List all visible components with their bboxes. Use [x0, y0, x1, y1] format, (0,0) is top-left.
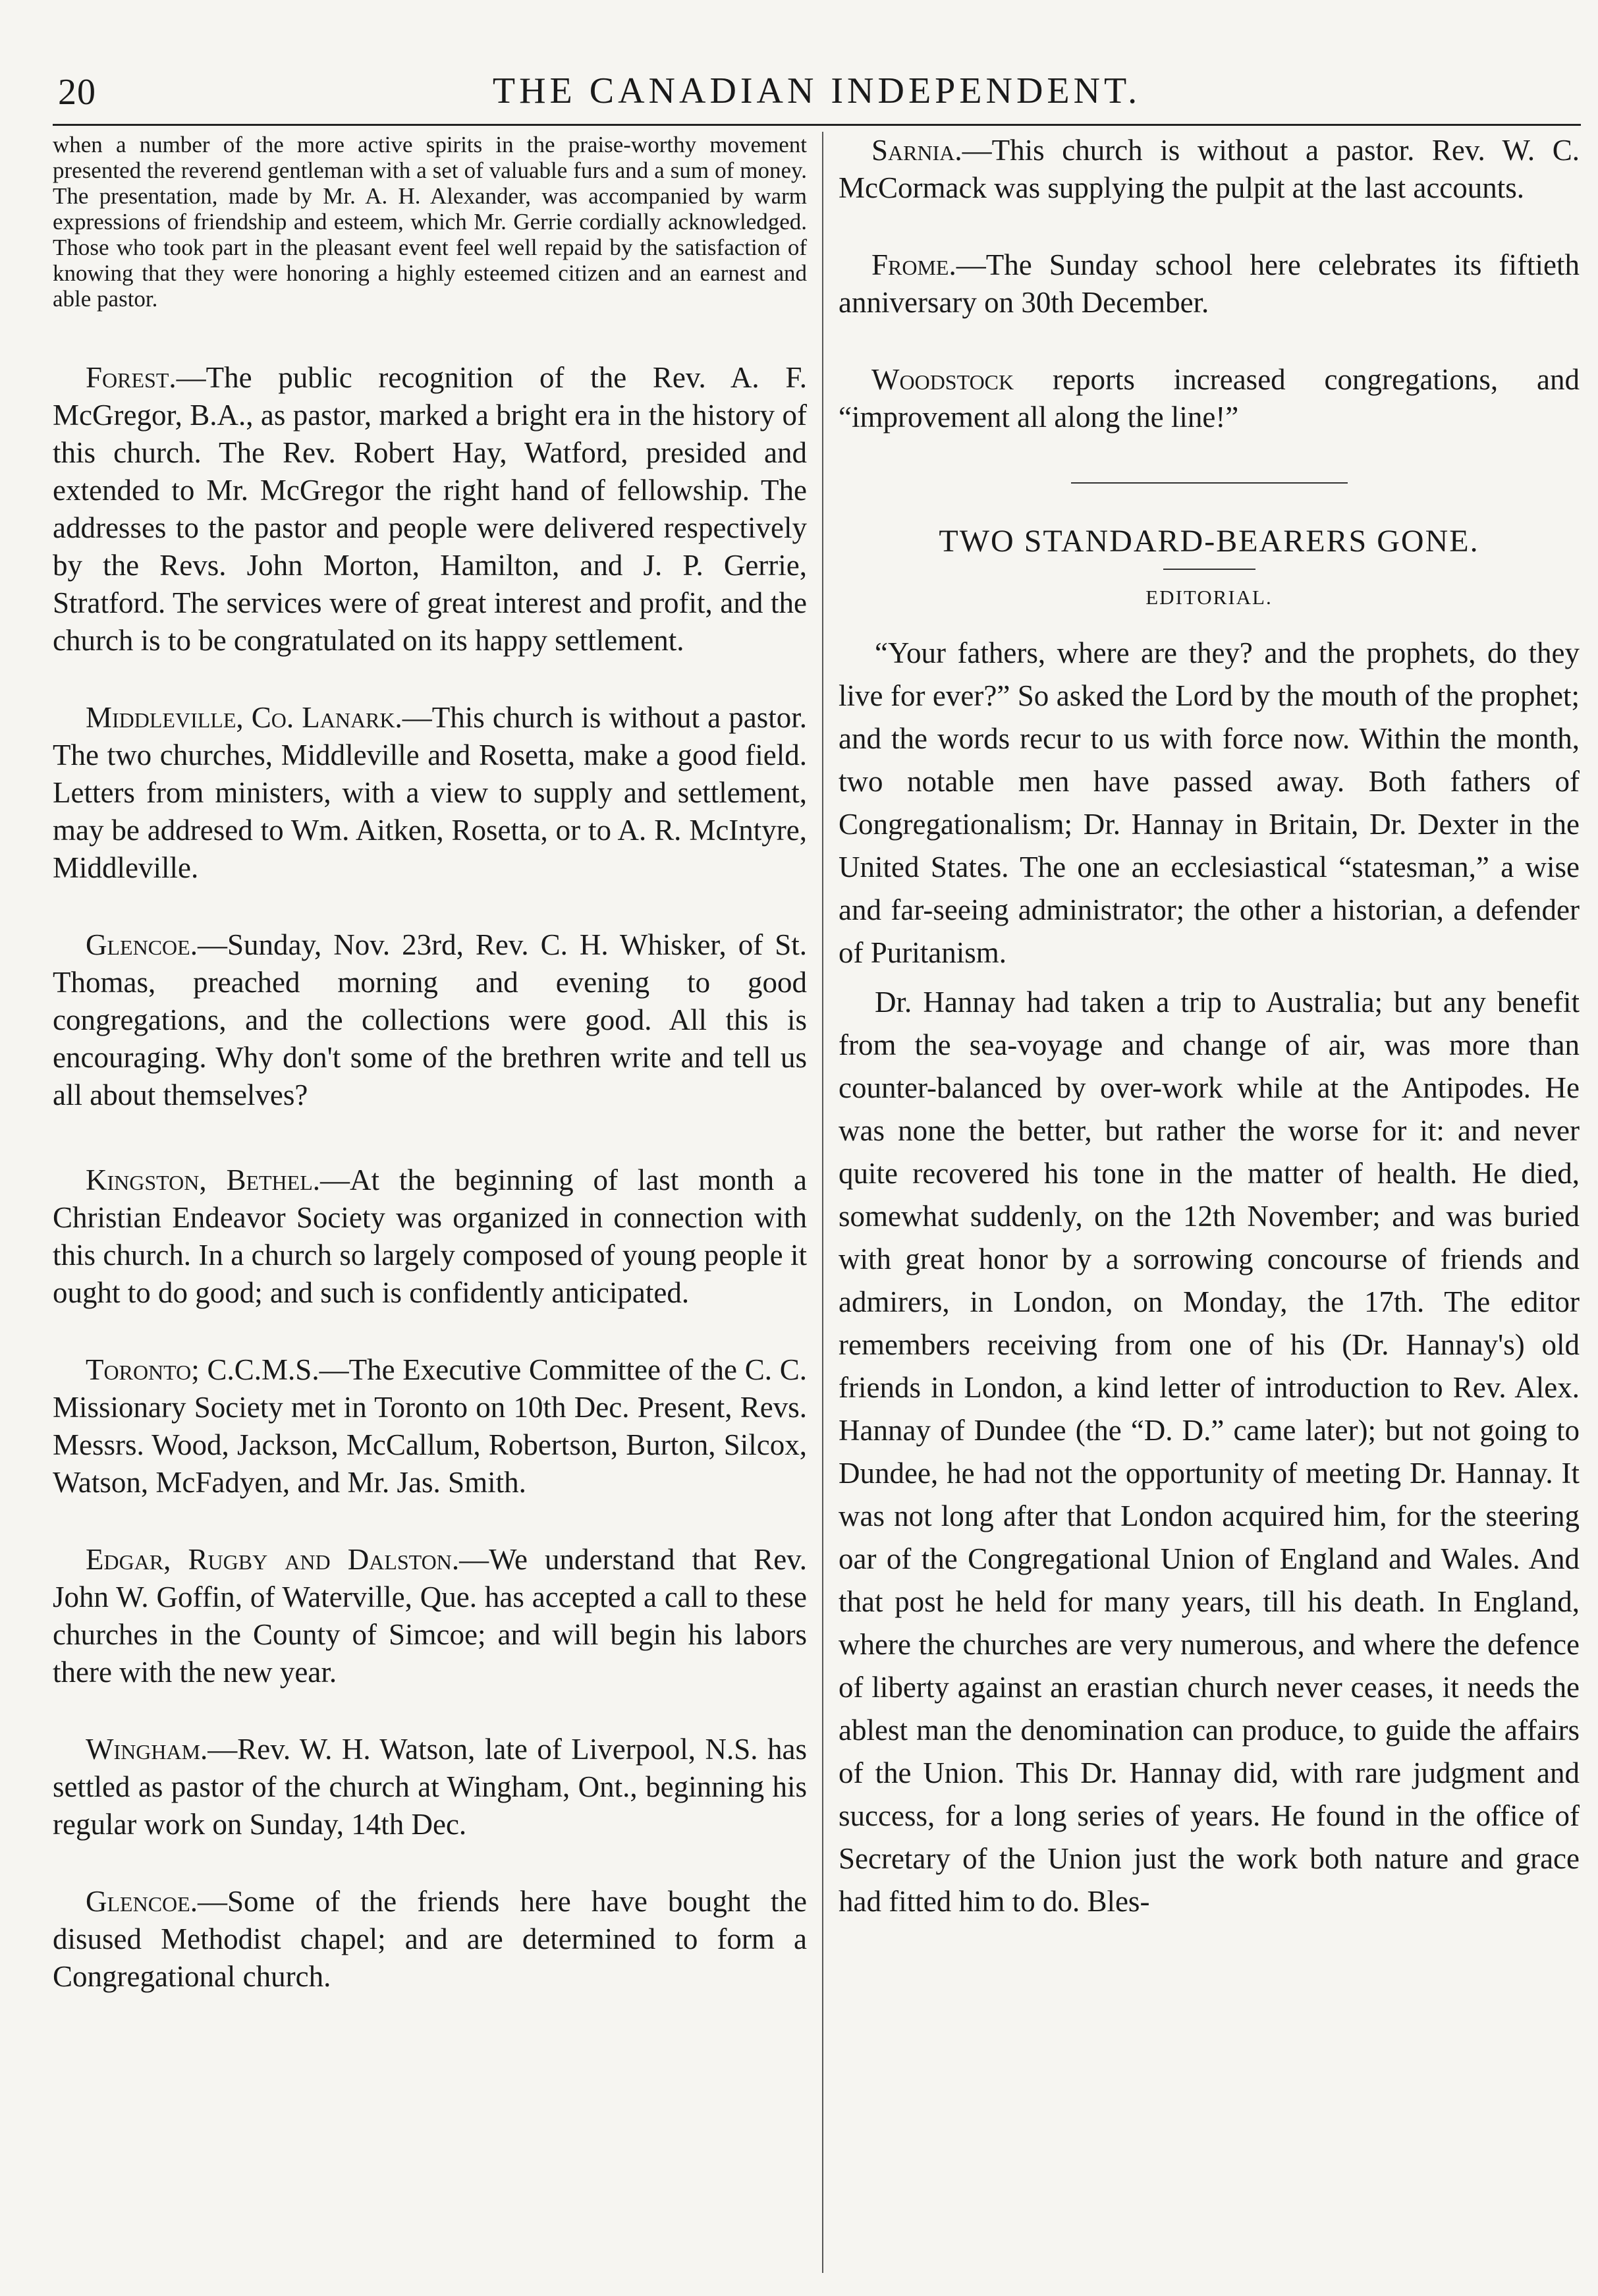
item-text: —The Sunday school here celebrates its fiftieth anniversary on 30th December. [839, 248, 1580, 319]
news-item [53, 926, 807, 1114]
item-place: Woodstock [871, 363, 1014, 396]
item-place: Sarnia. [871, 134, 962, 167]
page-header [53, 59, 1581, 122]
left-column [53, 132, 807, 1996]
item-place: Toronto; C.C.M.S. [86, 1353, 319, 1386]
continued-paragraph: when a number of the more active spirits in the praise-worthy movement presented the reverend gentleman with a set of valuable furs and a sum of money. The presentation, made by Mr. A. H. Alexander, was accompanied by warm expressions of friendship and esteem, which Mr. Gerrie cordially acknowledged. Those who took part in the pleasant event feel well repaid by the satisfaction of knowing that they were honoring a highly esteemed citizen and an earnest and able pastor. [53, 132, 807, 312]
item-text: —Rev. W. H. Watson, late of Liverpool, N.S. has settled as pastor of the church at Wingham, Ont., beginning his regular work on Sunday, 14th Dec. [53, 1733, 807, 1841]
header-rule [53, 124, 1581, 126]
item-place: Forest. [86, 361, 177, 394]
page-number: 20 [58, 72, 96, 113]
article-title: TWO STANDARD-BEARERS GONE. [939, 524, 1479, 559]
item-text: —This church is without a pastor. The two churches, Middleville and Rosetta, make a good field. Letters from ministers, with a view to supply and settlement, may be addresed to Wm. Aitken, Rosetta, or to A. R. McIntyre, Middleville. [53, 701, 808, 884]
news-item [53, 699, 807, 887]
running-title: THE CANADIAN INDEPENDENT. [492, 70, 1142, 111]
item-place: Middleville, Co. Lanark. [86, 701, 402, 734]
news-item [839, 246, 1580, 322]
item-place: Glencoe. [86, 1885, 198, 1918]
news-item [53, 1351, 807, 1501]
newspaper-page [53, 59, 1581, 2280]
section-divider [1071, 482, 1348, 484]
news-item [839, 132, 1580, 207]
news-item [53, 359, 807, 659]
item-place: Kingston, Bethel. [86, 1163, 321, 1196]
item-place: Edgar, Rugby and Dalston. [86, 1543, 460, 1576]
columns [53, 132, 1581, 2273]
item-place: Glencoe. [86, 928, 198, 961]
article-paragraph: “Your fathers, where are they? and the prophets, do they live for ever?” So asked the Lord by the mouth of the prophet; and the words recur to us with force now. Within the month, two notable men have passed away. Both fathers of Congregationalism; Dr. Hannay in Britain, Dr. Dexter in the United States. The one an ecclesiastical “statesman,” a wise and far-seeing administrator; the other a historian, a defender of Puritanism. [839, 636, 1580, 969]
news-item [53, 1731, 807, 1843]
title-rule [1163, 569, 1255, 570]
item-text: —The public recognition of the Rev. A. F. McGregor, B.A., as pastor, marked a bright era in the history of this church. The Rev. Robert Hay, Watford, presided and extended to Mr. McGregor the right hand of fellowship. The addresses to the pastor and people were delivered respectively by the Revs. John Morton, Hamilton, and J. P. Gerrie, Stratford. The services were of great interest and profit, and the church is to be congratulated on its happy settlement. [53, 361, 807, 657]
news-item [53, 1541, 807, 1691]
item-text: reports increased congregations, and “improvement all along the line!” [839, 363, 1580, 434]
item-text: —We understand that Rev. John W. Goffin, of Waterville, Que. has accepted a call to these churches in the County of Simcoe; and will begin his labors there with the new year. [53, 1543, 807, 1689]
item-text: —Sunday, Nov. 23rd, Rev. C. H. Whisker, of St. Thomas, preached morning and evening to good congregations, and the collections were good. All this is encouraging. Why don't some of the brethren write and tell us all about themselves? [53, 928, 807, 1111]
news-item [53, 1162, 807, 1312]
column-divider [822, 132, 823, 2273]
news-item [839, 361, 1580, 436]
news-item [53, 1883, 807, 1996]
item-text: —This church is without a pastor. Rev. W. C. McCormack was supplying the pulpit at the last accounts. [839, 134, 1580, 204]
item-place: Wingham. [86, 1733, 208, 1766]
item-place: Frome. [871, 248, 956, 281]
item-text: —At the beginning of last month a Christian Endeavor Society was organized in connection with this church. In a church so largely composed of young people it ought to do good; and such is confidently anticipated. [53, 1163, 807, 1309]
item-text: —Some of the friends here have bought the disused Methodist chapel; and are determined to form a Congregational church. [53, 1885, 807, 1993]
article-label: EDITORIAL. [1145, 586, 1273, 609]
right-column [839, 132, 1580, 1923]
article-paragraph: Dr. Hannay had taken a trip to Australia; but any benefit from the sea-voyage and change of air, was more than counter-balanced by over-work while at the Antipodes. He was none the better, but rather the worse for it: and never quite recovered his tone in the matter of health. He died, somewhat suddenly, on the 12th November; and was buried with great honor by a sorrowing concourse of friends and admirers, in London, on Monday, the 17th. The editor remembers receiving from one of his (Dr. Hannay's) old friends in London, a kind letter of introduction to Rev. Alex. Hannay of Dundee (the “D. D.” came later); but not going to Dundee, he had not the opportunity of meeting Dr. Hannay. It was not long after that London acquired him, for the steering oar of the Congregational Union of England and Wales. And that post he held for many years, till his death. In England, where the churches are very numerous, and where the defence of liberty against an erastian church never ceases, it needs the ablest man the denomination can produce, to guide the affairs of the Union. This Dr. Hannay did, with rare judgment and success, for a long series of years. He found in the office of Secretary of the Union just the work both nature and grace had fitted him to do. Bles- [839, 986, 1580, 1918]
item-text: —The Executive Committee of the C. C. Missionary Society met in Toronto on 10th Dec. Present, Revs. Messrs. Wood, Jackson, McCallum, Robertson, Burton, Silcox, Watson, McFadyen, and Mr. Jas. Smith. [53, 1353, 807, 1499]
